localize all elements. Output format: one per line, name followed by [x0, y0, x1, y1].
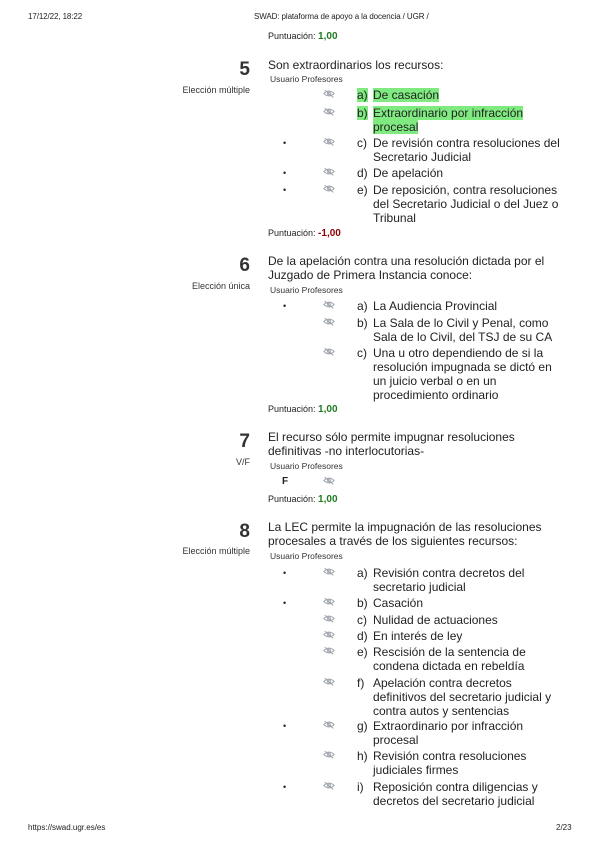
user-column-label: Usuario	[270, 74, 300, 84]
option-letter: b)	[357, 596, 368, 610]
option-text: De reposición, contra resoluciones del Secretario Judicial o del Juez o Tribunal	[373, 183, 559, 225]
user-answer-mark: •	[283, 185, 287, 195]
eye-slash-icon	[323, 677, 335, 686]
user-column-label: Usuario	[270, 461, 300, 471]
user-answer-mark: •	[283, 782, 287, 792]
score-line	[268, 404, 338, 415]
question-stem: El recurso sólo permite impugnar resoluciones definitivas -no interlocutorias-	[268, 430, 515, 458]
question-type: Elección múltiple	[182, 85, 250, 95]
correct-answer-highlight: De casación	[373, 88, 440, 102]
option-letter: i)	[357, 780, 364, 794]
score-value: 1,00	[318, 404, 338, 415]
answer-option	[268, 316, 568, 344]
eye-slash-icon	[323, 167, 335, 176]
answer-option	[268, 676, 568, 718]
option-letter: e)	[357, 183, 368, 197]
option-letter: c)	[357, 136, 367, 150]
user-answer-mark: •	[283, 598, 287, 608]
option-text: La Audiencia Provincial	[373, 299, 498, 313]
answer-option	[268, 88, 568, 102]
eye-slash-icon	[323, 597, 335, 606]
answer-option	[268, 749, 568, 777]
eye-slash-icon	[323, 107, 335, 116]
eye-slash-icon	[323, 781, 335, 790]
answer-columns-header	[270, 461, 343, 471]
option-letter: f)	[357, 676, 365, 690]
answer-option	[268, 475, 568, 489]
score-line	[268, 228, 341, 239]
question-type: Elección múltiple	[182, 546, 250, 556]
answer-columns-header	[270, 285, 343, 295]
answer-columns-header	[270, 551, 343, 561]
user-answer-mark: F	[282, 476, 289, 487]
score-line	[268, 494, 338, 505]
eye-slash-icon	[323, 184, 335, 193]
option-letter: a)	[357, 566, 368, 580]
option-text: Apelación contra decretos definitivos del secretario judicial y contra autos y sentencias	[373, 676, 552, 718]
eye-slash-icon	[323, 614, 335, 623]
answer-option	[268, 566, 568, 594]
option-letter: e)	[357, 645, 368, 659]
option-letter: c)	[357, 613, 367, 627]
score-label: Puntuación:	[268, 228, 319, 238]
eye-slash-icon	[323, 646, 335, 655]
teachers-column-label: Profesores	[301, 551, 343, 561]
option-letter: a)	[357, 88, 368, 102]
eye-slash-icon	[323, 137, 335, 146]
user-answer-mark: •	[283, 168, 287, 178]
answer-option	[268, 780, 568, 808]
option-text	[373, 88, 563, 102]
option-text: Revisión contra decretos del secretario judicial	[373, 566, 525, 594]
option-letter: c)	[357, 346, 367, 360]
page-url: https://swad.ugr.es/es	[28, 823, 106, 832]
answer-option	[268, 183, 568, 225]
answer-option	[268, 346, 568, 402]
option-text	[373, 106, 553, 134]
option-text: De revisión contra resoluciones del Secretario Judicial	[373, 136, 560, 164]
score-line	[268, 31, 338, 42]
eye-slash-icon	[323, 347, 335, 356]
score-label: Puntuación:	[268, 31, 319, 41]
option-letter: a)	[357, 299, 368, 313]
eye-slash-icon	[323, 750, 335, 759]
eye-slash-icon	[323, 630, 335, 639]
option-letter: h)	[357, 749, 368, 763]
answer-option	[268, 166, 568, 180]
option-text: Casación	[373, 596, 424, 610]
score-value: -1,00	[318, 228, 341, 239]
question-number: 7	[239, 431, 250, 452]
answer-option	[268, 136, 568, 164]
score-value: 1,00	[318, 494, 338, 505]
page-header-title: SWAD: plataforma de apoyo a la docencia / UGR /	[254, 12, 429, 21]
answer-option	[268, 299, 568, 313]
option-text: Extraordinario por infracción procesal	[373, 719, 524, 747]
eye-slash-icon	[323, 476, 335, 485]
score-label: Puntuación:	[268, 494, 319, 504]
option-letter: d)	[357, 629, 368, 643]
question-stem: Son extraordinarios los recursos:	[268, 58, 444, 72]
teachers-column-label: Profesores	[301, 285, 343, 295]
answer-option	[268, 719, 568, 747]
option-letter: d)	[357, 166, 368, 180]
question-type: V/F	[235, 457, 250, 467]
option-text: Revisión contra resoluciones judiciales firmes	[373, 749, 527, 777]
score-value: 1,00	[318, 31, 338, 42]
answer-columns-header	[270, 74, 343, 84]
answer-option	[268, 613, 568, 627]
teachers-column-label: Profesores	[301, 74, 343, 84]
user-answer-mark: •	[283, 301, 287, 311]
eye-slash-icon	[323, 317, 335, 326]
user-answer-mark: •	[283, 568, 287, 578]
option-text: Rescisión de la sentencia de condena dictada en rebeldía	[373, 645, 526, 673]
option-text: Una u otro dependiendo de si la resolución impugnada se dictó en un juicio verbal o en un procedimiento ordinario	[373, 346, 552, 402]
user-answer-mark: •	[283, 721, 287, 731]
teachers-column-label: Profesores	[301, 461, 343, 471]
option-letter: g)	[357, 719, 368, 733]
option-letter: b)	[357, 316, 368, 330]
eye-slash-icon	[323, 567, 335, 576]
option-text: De apelación	[373, 166, 444, 180]
question-number: 6	[239, 255, 250, 276]
eye-slash-icon	[323, 89, 335, 98]
option-text: En interés de ley	[373, 629, 463, 643]
option-text: Nulidad de actuaciones	[373, 613, 498, 627]
question-type: Elección única	[191, 281, 250, 291]
user-column-label: Usuario	[270, 285, 300, 295]
option-text: Reposición contra diligencias y decretos del secretario judicial	[373, 780, 538, 808]
eye-slash-icon	[323, 720, 335, 729]
option-text: La Sala de lo Civil y Penal, como Sala de lo Civil, del TSJ de su CA	[373, 316, 553, 344]
score-label: Puntuación:	[268, 404, 319, 414]
eye-slash-icon	[323, 300, 335, 309]
question-number: 5	[239, 59, 250, 80]
answer-option	[268, 596, 568, 610]
question-stem: De la apelación contra una resolución dictada por el Juzgado de Primera Instancia conoce:	[268, 254, 545, 282]
answer-option	[268, 645, 568, 673]
page-number: 2/23	[556, 823, 572, 832]
user-column-label: Usuario	[270, 551, 300, 561]
question-number: 8	[239, 521, 250, 542]
question-stem: La LEC permite la impugnación de las resoluciones procesales a través de los siguientes recursos:	[268, 520, 542, 548]
print-datetime: 17/12/22, 18:22	[28, 12, 83, 21]
correct-answer-highlight: Extraordinario por infracción procesal	[373, 106, 524, 134]
answer-option	[268, 629, 568, 643]
answer-option	[268, 106, 568, 134]
user-answer-mark: •	[283, 138, 287, 148]
option-letter: b)	[357, 106, 368, 120]
